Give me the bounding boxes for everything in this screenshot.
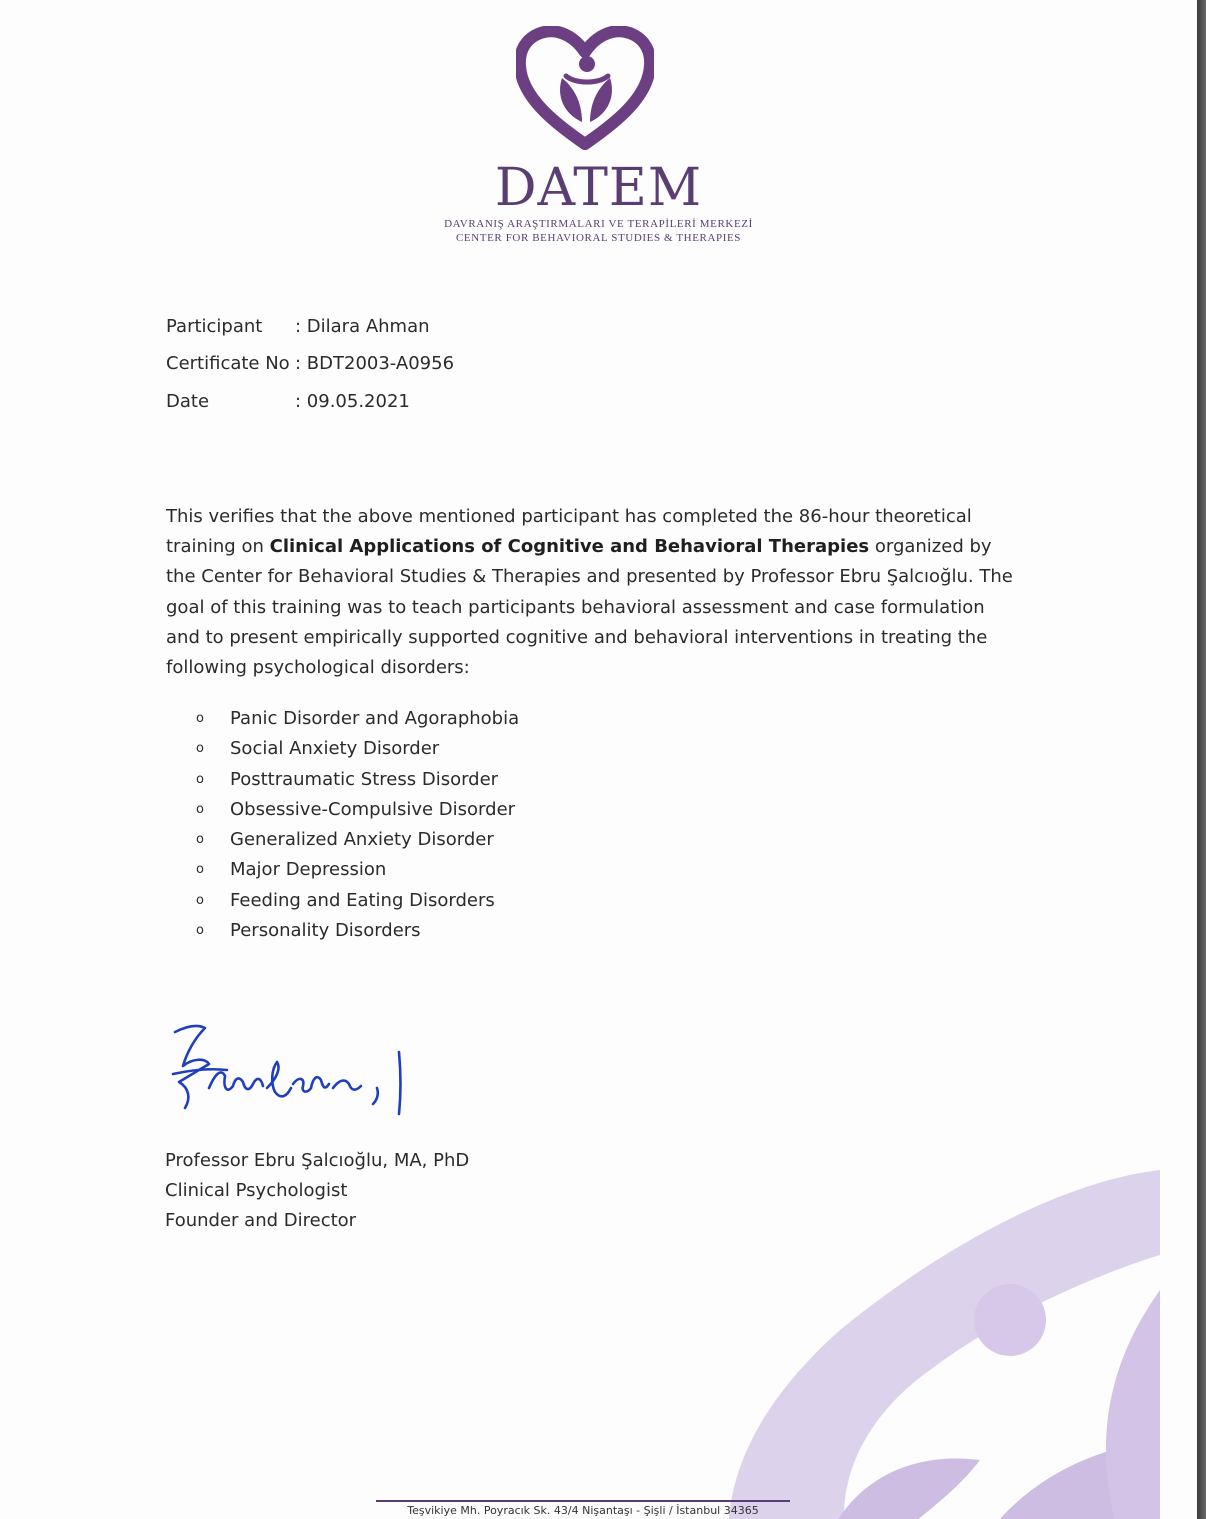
list-item <box>196 795 519 825</box>
participant-value: : Dilara Ahman <box>295 316 430 337</box>
bullet-icon: o <box>196 892 204 908</box>
disorder-label: Obsessive-Compulsive Disorder <box>230 798 516 820</box>
disorder-label: Generalized Anxiety Disorder <box>230 829 494 851</box>
disorder-label: Major Depression <box>230 859 387 881</box>
datem-watermark-icon <box>690 1160 1197 1519</box>
bullet-icon: o <box>196 711 204 726</box>
bullet-icon: o <box>196 923 204 939</box>
brand-name: DATEM <box>494 158 703 218</box>
bullet-icon: o <box>196 832 204 848</box>
disorder-label: Feeding and Eating Disorders <box>230 889 495 911</box>
body-rest: organized by the Center for Behavioral Studies & Therapies and presented by Professor Ebru Şalcıoğlu. The goal of this training was to teach participants behavioral assessment and case formulation and to present empirically supported cognitive and behavioral interventions in treating the following psychological disorders: <box>166 536 1013 679</box>
disorder-label: Panic Disorder and Agoraphobia <box>230 708 520 729</box>
bullet-icon: o <box>196 771 204 787</box>
list-item <box>196 886 519 916</box>
page-edge-shadow <box>1197 0 1206 1519</box>
date-label: Date <box>166 391 210 412</box>
list-item <box>196 855 519 885</box>
certificate-value: : BDT2003-A0956 <box>295 353 455 374</box>
footer-divider <box>376 1500 790 1502</box>
heart-leaves-person-icon <box>516 26 654 150</box>
bullet-icon: o <box>196 801 204 817</box>
footer-address: Teşvikiye Mh. Poyracık Sk. 43/4 Nişantaşı - Şişli / İstanbul 34365 <box>407 1504 759 1517</box>
certificate-label: Certificate No <box>166 353 290 374</box>
list-item <box>196 704 519 734</box>
participant-label: Participant <box>166 316 263 337</box>
handwritten-signature <box>165 1018 415 1128</box>
signer-name: Professor Ebru Şalcıoğlu, MA, PhD <box>165 1150 470 1171</box>
list-item <box>196 825 519 855</box>
body-intro: This verifies that the above mentioned participant has completed the 86-hour theoretical training on <box>166 506 972 558</box>
body-paragraph <box>166 502 1016 683</box>
disorder-label: Posttraumatic Stress Disorder <box>230 768 499 790</box>
course-title: Clinical Applications of Cognitive and Behavioral Therapies <box>269 536 870 558</box>
list-item <box>196 734 519 764</box>
bullet-icon: o <box>196 741 204 757</box>
list-item <box>196 765 519 795</box>
signer-title: Clinical Psychologist <box>165 1180 348 1201</box>
disorder-label: Social Anxiety Disorder <box>230 738 440 760</box>
brand-subtitle-tr: DAVRANIŞ ARAŞTIRMALARI VE TERAPİLERİ MERKEZİ <box>444 218 753 230</box>
list-item <box>196 916 519 946</box>
signer-block <box>165 1146 469 1236</box>
brand-subtitle-en: CENTER FOR BEHAVIORAL STUDIES & THERAPIES <box>455 232 742 244</box>
bullet-icon: o <box>196 862 204 878</box>
date-value: : 09.05.2021 <box>295 391 410 412</box>
signer-role: Founder and Director <box>165 1210 357 1231</box>
disorders-list <box>196 704 519 946</box>
disorder-label: Personality Disorders <box>230 920 421 942</box>
